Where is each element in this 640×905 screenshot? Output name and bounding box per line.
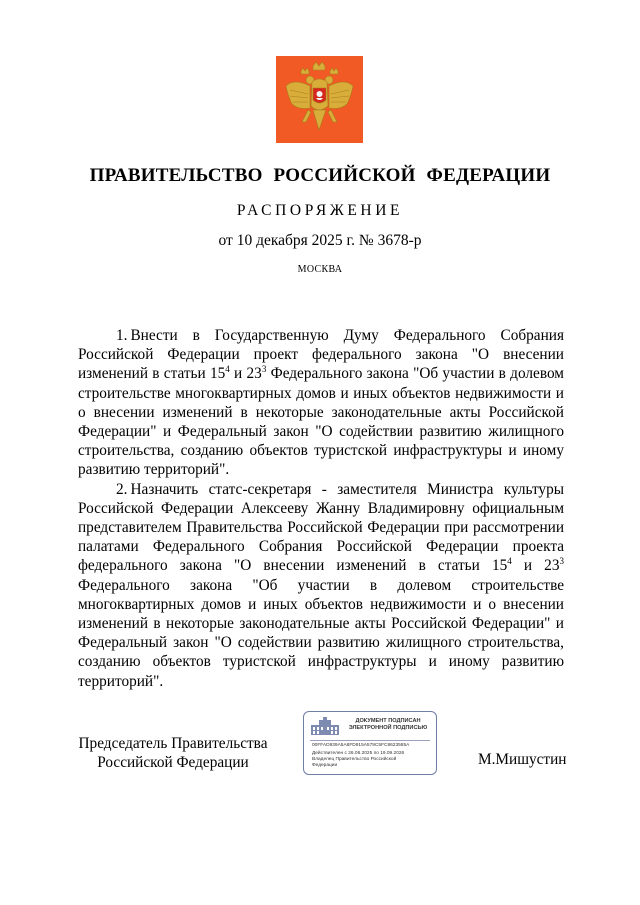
paragraph-1-text-c: Федерального закона "Об участии в долевом строительстве многоквартирных домов и иных объектов недвижимости и о внесении изменений в некоторые законодательные акты Российской Федерации" и Федеральный закон "О содействии развитию жилищного строительства, созданию объектов туристской инфраструктуры и иному развитию территорий". [78,365,564,479]
paragraph-2 [78,480,564,691]
stamp-validity: Действителен с 26.06.2025 по 19.09.2026 [312,751,405,756]
paragraph-2-number: 2. [116,480,128,498]
signatory-name: М.Мишустин [478,751,567,768]
paragraph-1-number: 1. [116,327,128,344]
paragraph-1-sup-1: 4 [225,364,230,375]
paragraph-2-sup-2: 3 [559,556,564,567]
paragraph-1-text-a: Внести в Государственную Думу Федерального Собрания Российской Федерации проект федерального закона "О внесении изменений в статьи 15 [78,327,564,383]
paragraph-2-text-a: Назначить статс-секретаря - заместителя Министра культуры Российской Федерации Алексееву Жанну Владимировну официальным представителем Правительства Российской Федерации при рассмотрении палатами Федерального Собрания Российской Федерации проекта федерального закона "О внесении изменений в статьи 15 [78,480,564,575]
signatory-position-line-1: Председатель Правительства [78,735,268,752]
paragraph-2-text-b: и 23 [511,557,560,575]
paragraph-2-text-c: Федерального закона "Об участии в долевом строительстве многоквартирных домов и иных объектов недвижимости и о внесении изменений в некоторые законодательные акты Российской Федерации" и Федеральный закон "О содействии развитию жилищного строительства, созданию объектов туристской инфраструктуры и иному развитию территорий". [78,576,564,690]
paragraph-1 [78,326,564,480]
stamp-heading-line-2: ЭЛЕКТРОННОЙ ПОДПИСЬЮ [348,725,428,731]
stamp-serial: 00FFAD939A5A8FD915A579C5FC8623585A [312,743,410,748]
government-building-icon [310,717,340,737]
issue-city: МОСКВА [297,264,343,275]
government-title: ПРАВИТЕЛЬСТВО РОССИЙСКОЙ ФЕДЕРАЦИИ [89,165,551,186]
paragraph-1-text-b: и 23 [229,365,262,383]
stamp-divider [310,740,430,741]
electronic-signature-stamp [303,711,437,775]
document-type: РАСПОРЯЖЕНИЕ [236,202,404,219]
paragraph-1-sup-2: 3 [261,364,267,375]
stamp-owner-line-1: Владелец Правительство Российской [312,757,397,762]
signatory-position [78,734,268,772]
coat-of-arms-icon [276,56,363,143]
stamp-heading [342,718,434,732]
stamp-owner-line-2: Федерации [312,763,338,768]
stamp-heading-line-1: ДОКУМЕНТ ПОДПИСАН [355,718,421,724]
document-date-number: от 10 декабря 2025 г. № 3678-р [218,232,422,249]
signatory-position-line-2: Российской Федерации [97,754,249,771]
document-body [78,326,564,691]
paragraph-2-sup-1: 4 [507,556,512,567]
